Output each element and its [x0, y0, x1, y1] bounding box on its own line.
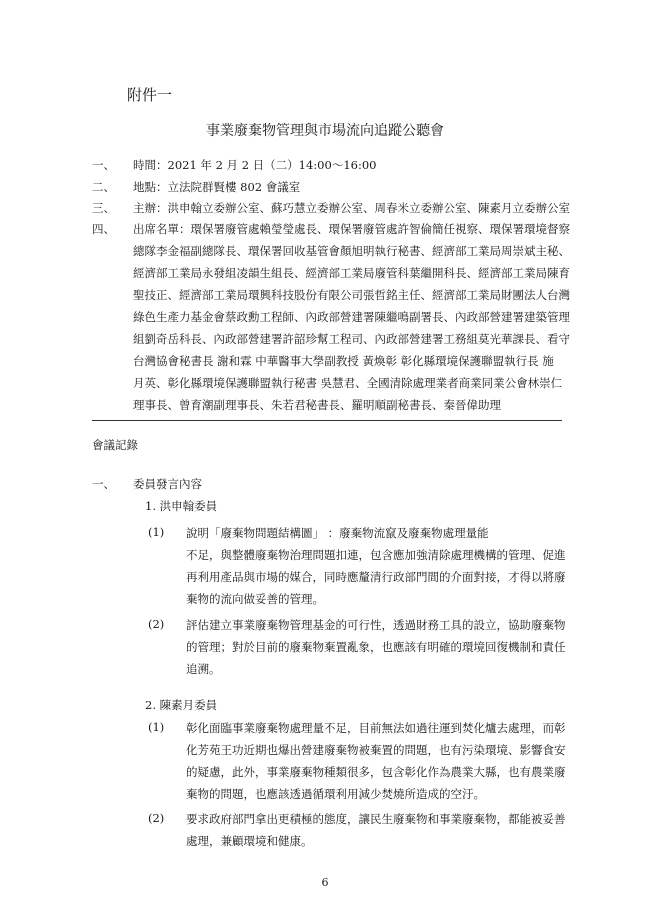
info-number: 二、 — [92, 180, 115, 194]
point-line: 處理，兼顧環境和健康。 — [186, 834, 313, 848]
info-venue: 地點：立法院群賢樓 802 會議室 — [133, 180, 301, 194]
point-number: (2) — [148, 811, 165, 825]
attendee-line: 綠色生產力基金會蔡政勳工程師、內政部營建署陳繼鳴副署長、內政部營建署建築管理 — [133, 310, 570, 324]
section-number: 一、 — [92, 477, 115, 491]
document-title: 事業廢棄物管理與市場流向追蹤公聽會 — [206, 123, 444, 139]
point-line: 不足，與整體廢棄物治理問題扣連，包含應加強清除處理機構的管理、促進 — [186, 548, 566, 562]
attendee-line: 出席名單：環保署廢管處賴瑩瑩處長、環保署廢管處許智倫簡任視察、環保署環境督察 — [133, 222, 570, 236]
attendee-line: 組劉奇岳科長、內政部營建署許韶珍幫工程司、內政部營建署工務組莫光華課長、看守 — [133, 332, 570, 346]
point-line: 說明「廢棄物問題結構圖」 ：廢棄物流竄及廢棄物處理量能 — [186, 526, 489, 540]
point-line: 評估建立事業廢棄物管理基金的可行性，透過財務工具的設立，協助廢棄物 — [186, 618, 566, 632]
info-number: 一、 — [92, 158, 115, 172]
point-line: 棄物的問題，也應該透過循環利用減少焚燒所造成的空汙。 — [186, 787, 485, 801]
records-heading: 會議記錄 — [92, 438, 138, 452]
attendee-line: 經濟部工業局永發組凌韻生組長、經濟部工業局廢管科葉繼開科長、經濟部工業局陳育 — [133, 266, 570, 280]
attendee-line: 總隊李金福副總隊長、環保署回收基管會顏旭明執行秘書、經濟部工業局周崇斌主秘、 — [133, 244, 570, 258]
point-line: 彰化面臨事業廢棄物處理量不足，目前無法如過往運到焚化爐去處理，而彰 — [186, 721, 566, 735]
point-line: 的管理；對於目前的廢棄物棄置亂象，也應該有明確的環境回復機制和責任 — [186, 640, 566, 654]
info-organizers: 主辦：洪申翰立委辦公室、蘇巧慧立委辦公室、周春米立委辦公室、陳素月立委辦公室 — [133, 201, 570, 215]
attendee-line: 理事長、曾育潮副理事長、朱若君秘書長、羅明順副秘書長、秦晉偉助理 — [133, 398, 501, 412]
member-title: 1. 洪申翰委員 — [145, 499, 218, 513]
point-line: 要求政府部門拿出更積極的態度，讓民生廢棄物和事業廢棄物，都能被妥善 — [186, 812, 566, 826]
point-line: 再利用產品與市場的媒合，同時應釐清行政部門間的介面對接，才得以將廢 — [186, 570, 566, 584]
point-number: (2) — [148, 617, 165, 631]
attendee-line: 台灣協會秘書長 謝和霖 中華醫事大學副教授 黃煥彰 彰化縣環境保護聯盟執行長 施 — [133, 354, 554, 368]
point-line: 化芳苑王功近期也爆出營建廢棄物被棄置的問題，也有污染環境、影響食安 — [186, 743, 566, 757]
annex-label: 附件一 — [127, 86, 173, 104]
point-line: 的疑慮，此外，事業廢棄物種類很多，包含彰化作為農業大縣，也有農業廢 — [186, 765, 566, 779]
point-line: 追溯。 — [186, 662, 221, 676]
page-number: 6 — [321, 876, 329, 889]
point-number: (1) — [148, 720, 165, 734]
divider-line — [92, 420, 562, 421]
attendee-line: 月英、彰化縣環境保護聯盟執行秘書 吳慧君、全國清除處理業者商業同業公會林崇仁 — [133, 376, 563, 390]
point-line: 棄物的流向做妥善的管理。 — [186, 592, 324, 606]
info-number: 三、 — [92, 201, 115, 215]
attendee-line: 聖技正、經濟部工業局環興科技股份有限公司張哲銘主任、經濟部工業局財團法人台灣 — [133, 288, 570, 302]
member-title: 2. 陳素月委員 — [145, 698, 218, 712]
info-number: 四、 — [92, 222, 115, 236]
info-time: 時間：2021 年 2 月 2 日（二）14:00～16:00 — [133, 158, 377, 172]
point-number: (1) — [148, 525, 165, 539]
section-label: 委員發言內容 — [133, 477, 202, 491]
